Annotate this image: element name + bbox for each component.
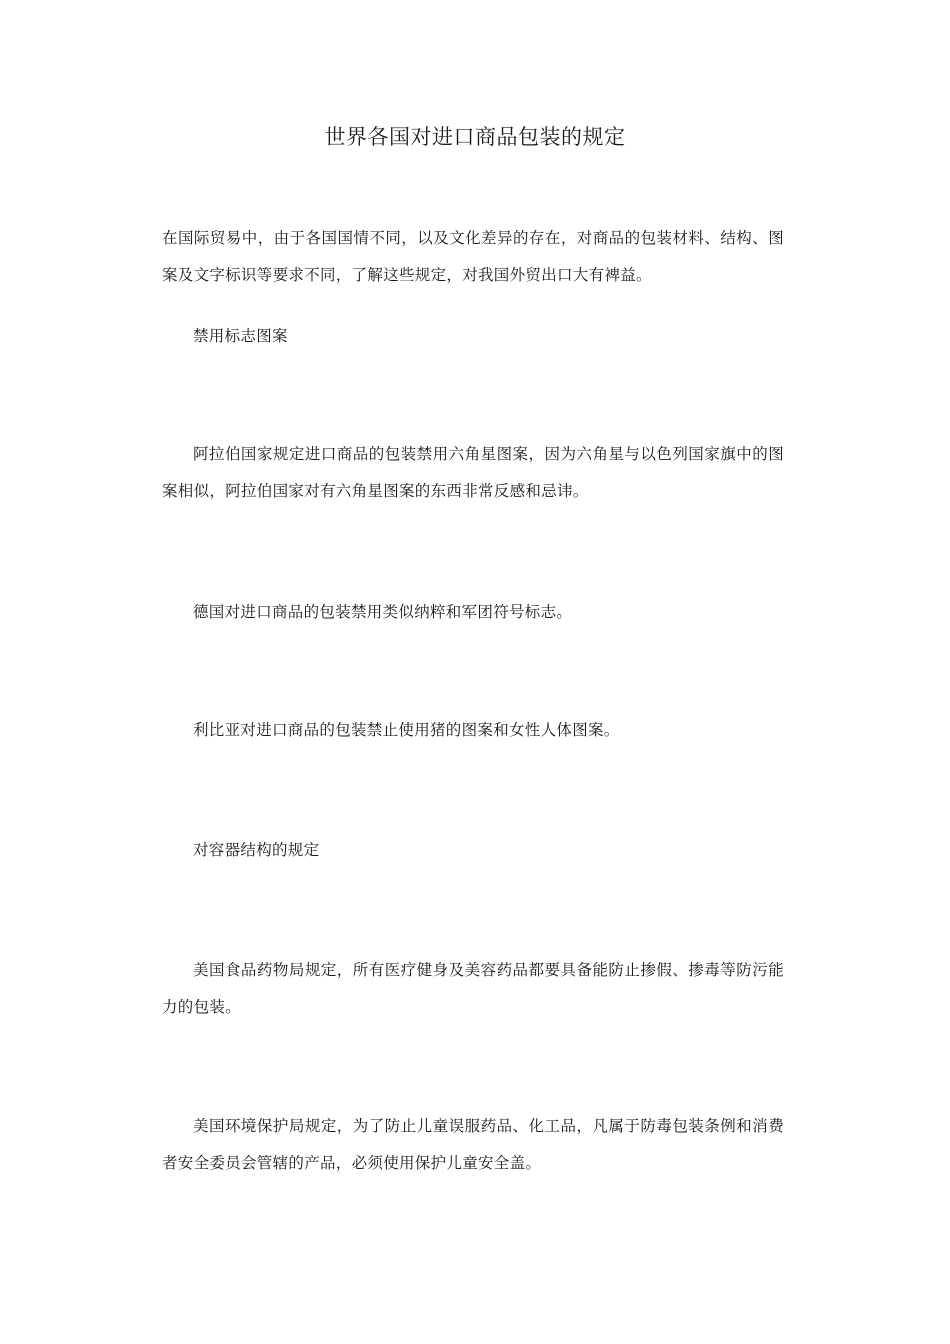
paragraph-us-fda: 美国食品药物局规定，所有医疗健身及美容药品都要具备能防止掺假、掺毒等防污能力的包装。: [162, 961, 784, 1016]
paragraph-us-epa: 美国环境保护局规定，为了防止儿童误服药品、化工品，凡属于防毒包装条例和消费者安全委员会管辖的产品，必须使用保护儿童安全盖。: [162, 1117, 784, 1172]
paragraph-germany: 德国对进口商品的包装禁用类似纳粹和军团符号标志。: [193, 603, 573, 621]
paragraph-arab-countries: 阿拉伯国家规定进口商品的包装禁用六角星图案，因为六角星与以色列国家旗中的图案相似，阿拉伯国家对有六角星图案的东西非常反感和忌讳。: [162, 445, 784, 500]
document-title: 世界各国对进口商品包装的规定: [324, 125, 626, 149]
section-heading-prohibited-patterns: 禁用标志图案: [193, 327, 288, 345]
paragraph-libya: 利比亚对进口商品的包装禁止使用猪的图案和女性人体图案。: [193, 721, 620, 739]
intro-paragraph: 在国际贸易中，由于各国国情不同，以及文化差异的存在，对商品的包装材料、结构、图案及文字标识等要求不同，了解这些规定，对我国外贸出口大有裨益。: [162, 229, 784, 284]
section-heading-container-structure: 对容器结构的规定: [193, 841, 320, 859]
